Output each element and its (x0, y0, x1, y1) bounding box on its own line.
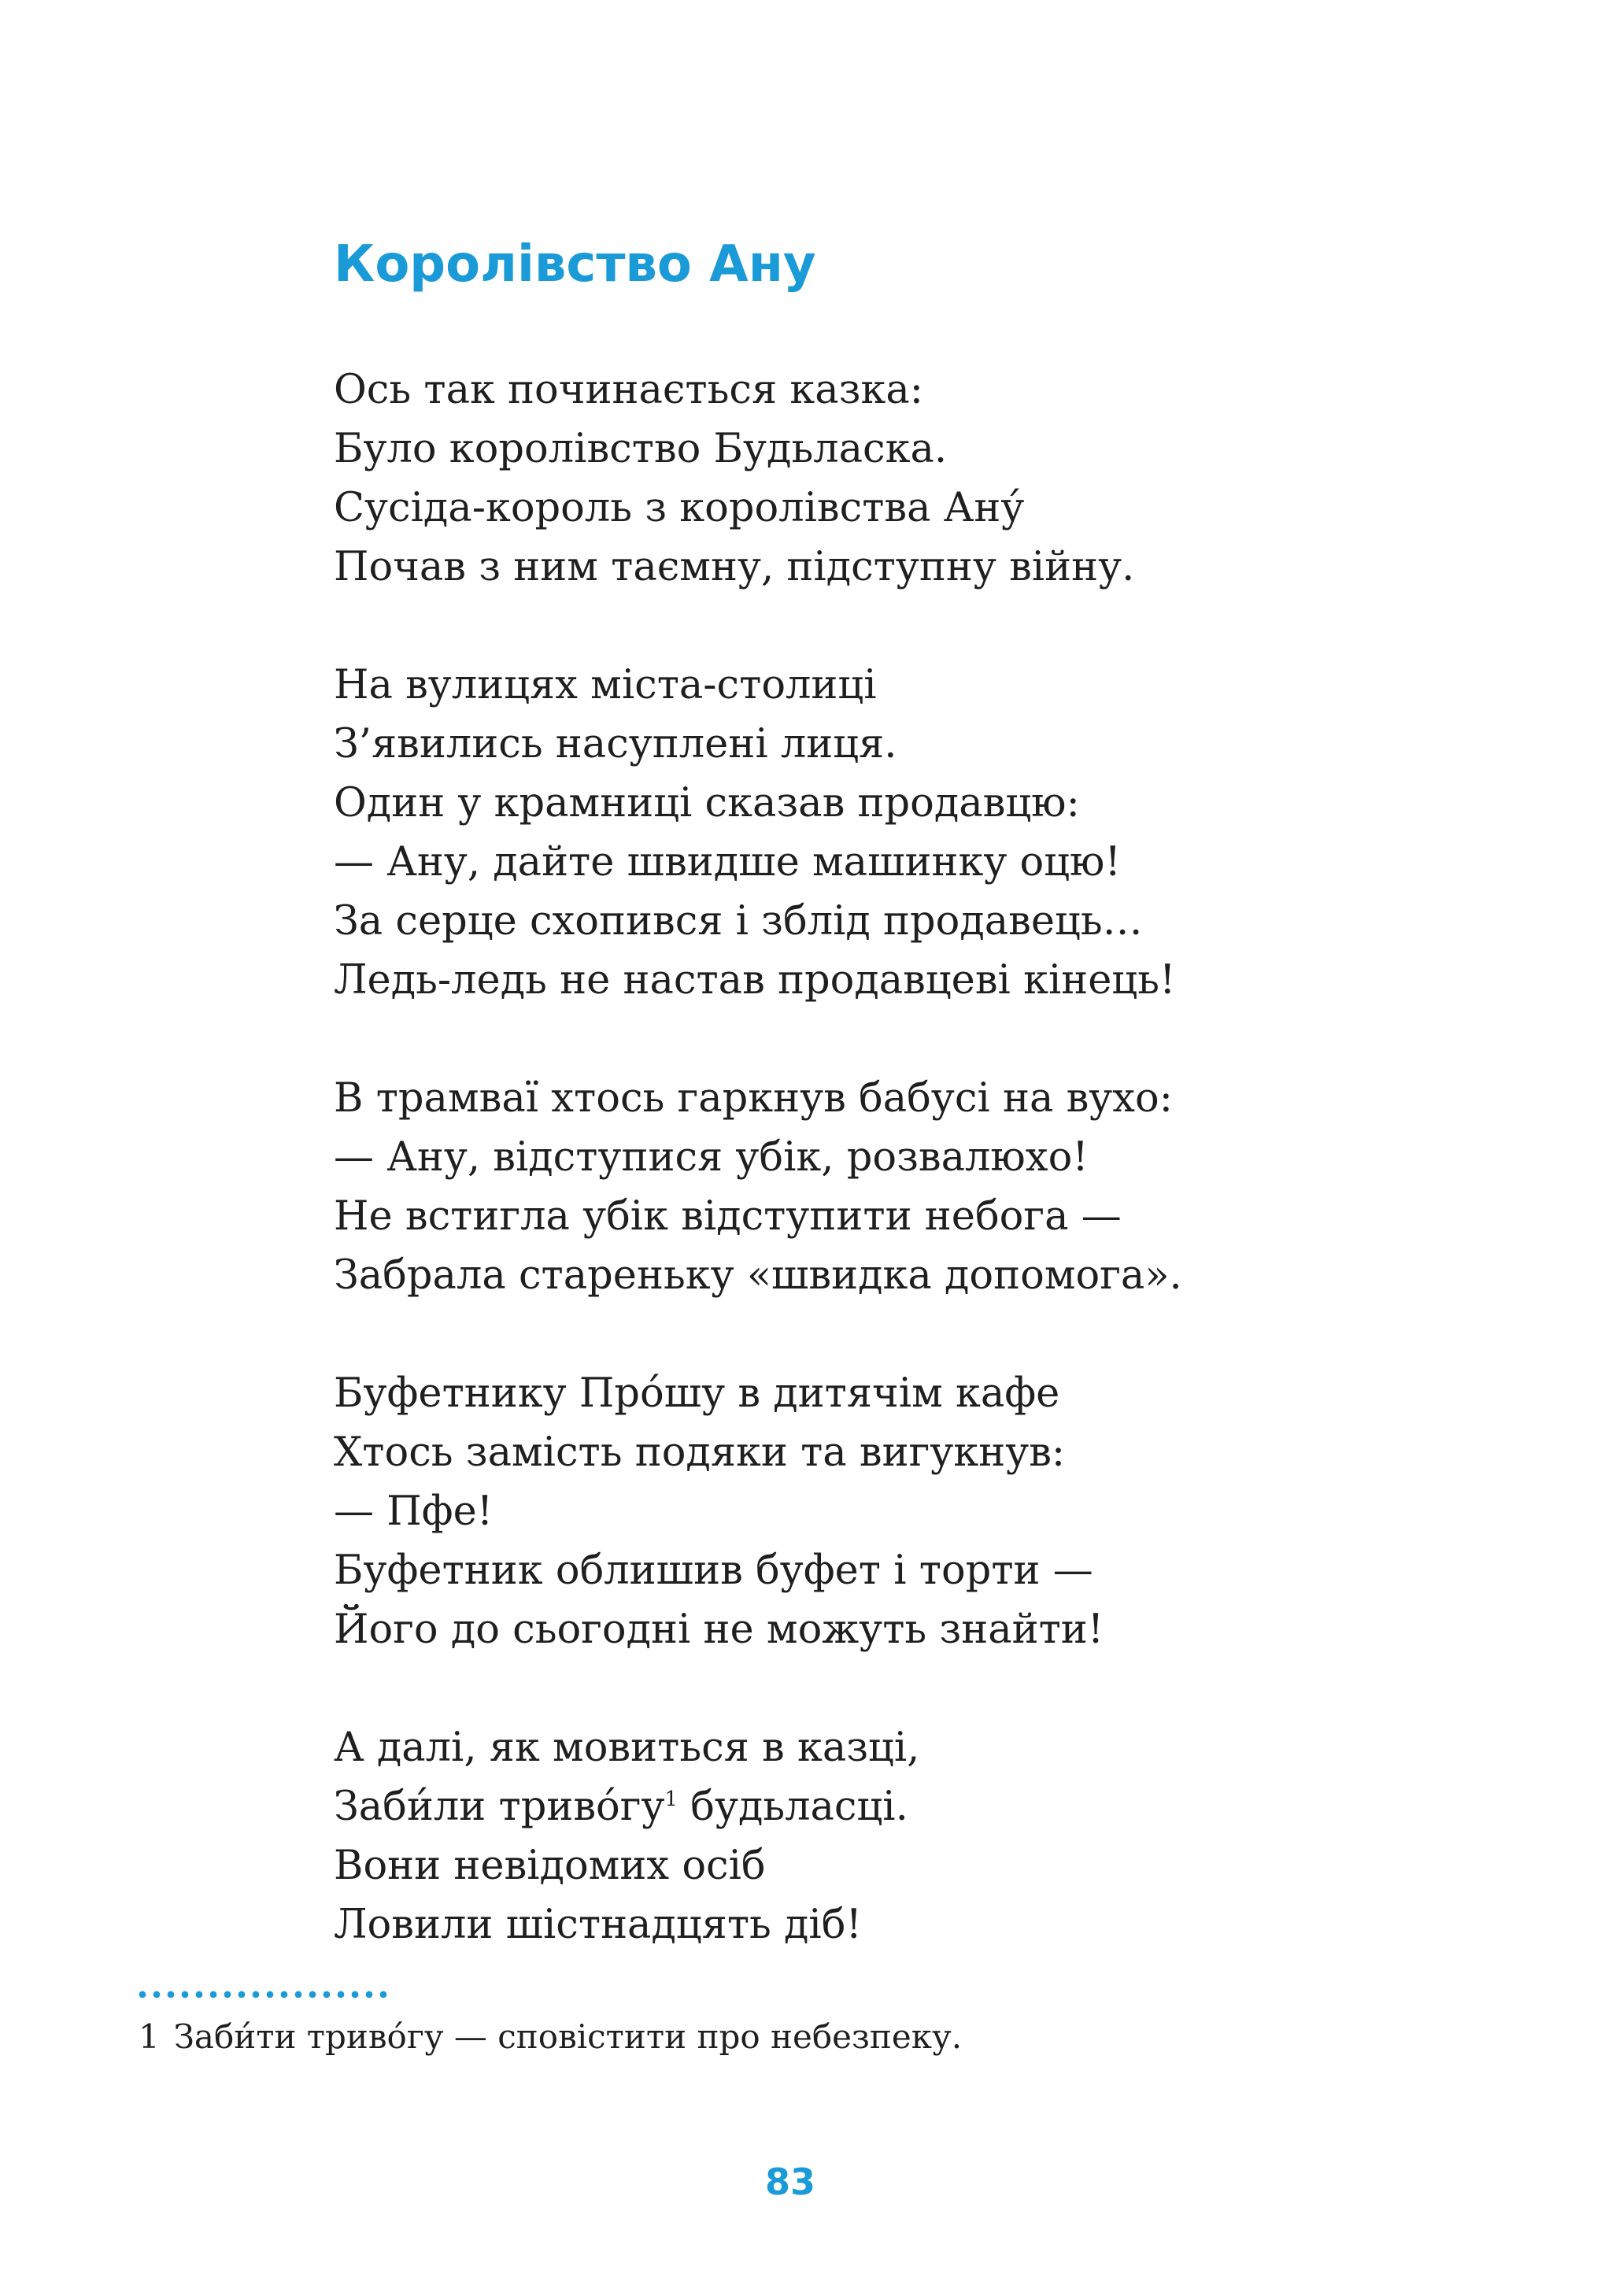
poem-line: Сусіда-король з королівства Ану́ (334, 485, 1025, 531)
poem-line: Почав з ним таємну, підступну війну. (334, 544, 1135, 590)
poem-body (334, 360, 1562, 2013)
poem-line: Вони невідомих осіб (334, 1843, 766, 1889)
poem-line: Хтось замість подяки та вигукнув: (334, 1429, 1066, 1476)
poem-line: На вулицях міста-столиці (334, 662, 877, 708)
stanza-4 (334, 1364, 1562, 1659)
stanza-2 (334, 656, 1562, 1010)
poem-line: В трамваї хтось гаркнув бабусі на вухо: (334, 1075, 1173, 1122)
poem-line: За серце схопився і зблід продавець… (334, 898, 1143, 945)
poem-line: Забрала стареньку «швидка допомога». (334, 1252, 1182, 1299)
footnote-marker[interactable]: 1 (664, 1788, 678, 1811)
poem-line: З’явились насуплені лиця. (334, 721, 897, 767)
page-number: 83 (764, 2161, 815, 2203)
poem-line: Буфетник облишив буфет і торти — (334, 1547, 1093, 1594)
poem-line: А далі, як мовиться в казці, (334, 1725, 920, 1771)
poem-line: — Ану, відступися убік, розвалюхо! (334, 1134, 1089, 1181)
poem-line: Ось так починається казка: (334, 367, 923, 413)
footnote-text: Заби́ти триво́гу — сповістити про небезпеку. (173, 2017, 963, 2056)
poem-line-part: будьласці. (678, 1784, 908, 1830)
footnote (139, 2013, 962, 2061)
poem-line-part: Заби́ли триво́гу (334, 1784, 665, 1830)
poem-line: Буфетнику Про́шу в дитячім кафе (334, 1370, 1060, 1417)
stanza-3 (334, 1069, 1562, 1305)
poem-title: Королівство Ану (334, 235, 816, 294)
footnote-number: 1 (139, 2017, 160, 2056)
poem-line: Було королівство Будьласка. (334, 426, 948, 472)
poem-line: Один у крамниці сказав продавцю: (334, 780, 1080, 826)
stanza-1 (334, 360, 1562, 597)
poem-line (334, 1777, 1562, 1836)
poem-line: Ловили шістнадцять діб! (334, 1902, 862, 1948)
poem-line: Не встигла убік відступити небога — (334, 1193, 1122, 1240)
poem-line: Ледь-ледь не настав продавцеві кінець! (334, 957, 1176, 1004)
stanza-5 (334, 1718, 1562, 1954)
poem-line: — Пфе! (334, 1488, 494, 1535)
poem-line: — Ану, дайте швидше машинку оцю! (334, 839, 1121, 885)
footnote-separator (135, 1990, 387, 1999)
poem-line: Його до сьогодні не можуть знайти! (334, 1606, 1104, 1653)
